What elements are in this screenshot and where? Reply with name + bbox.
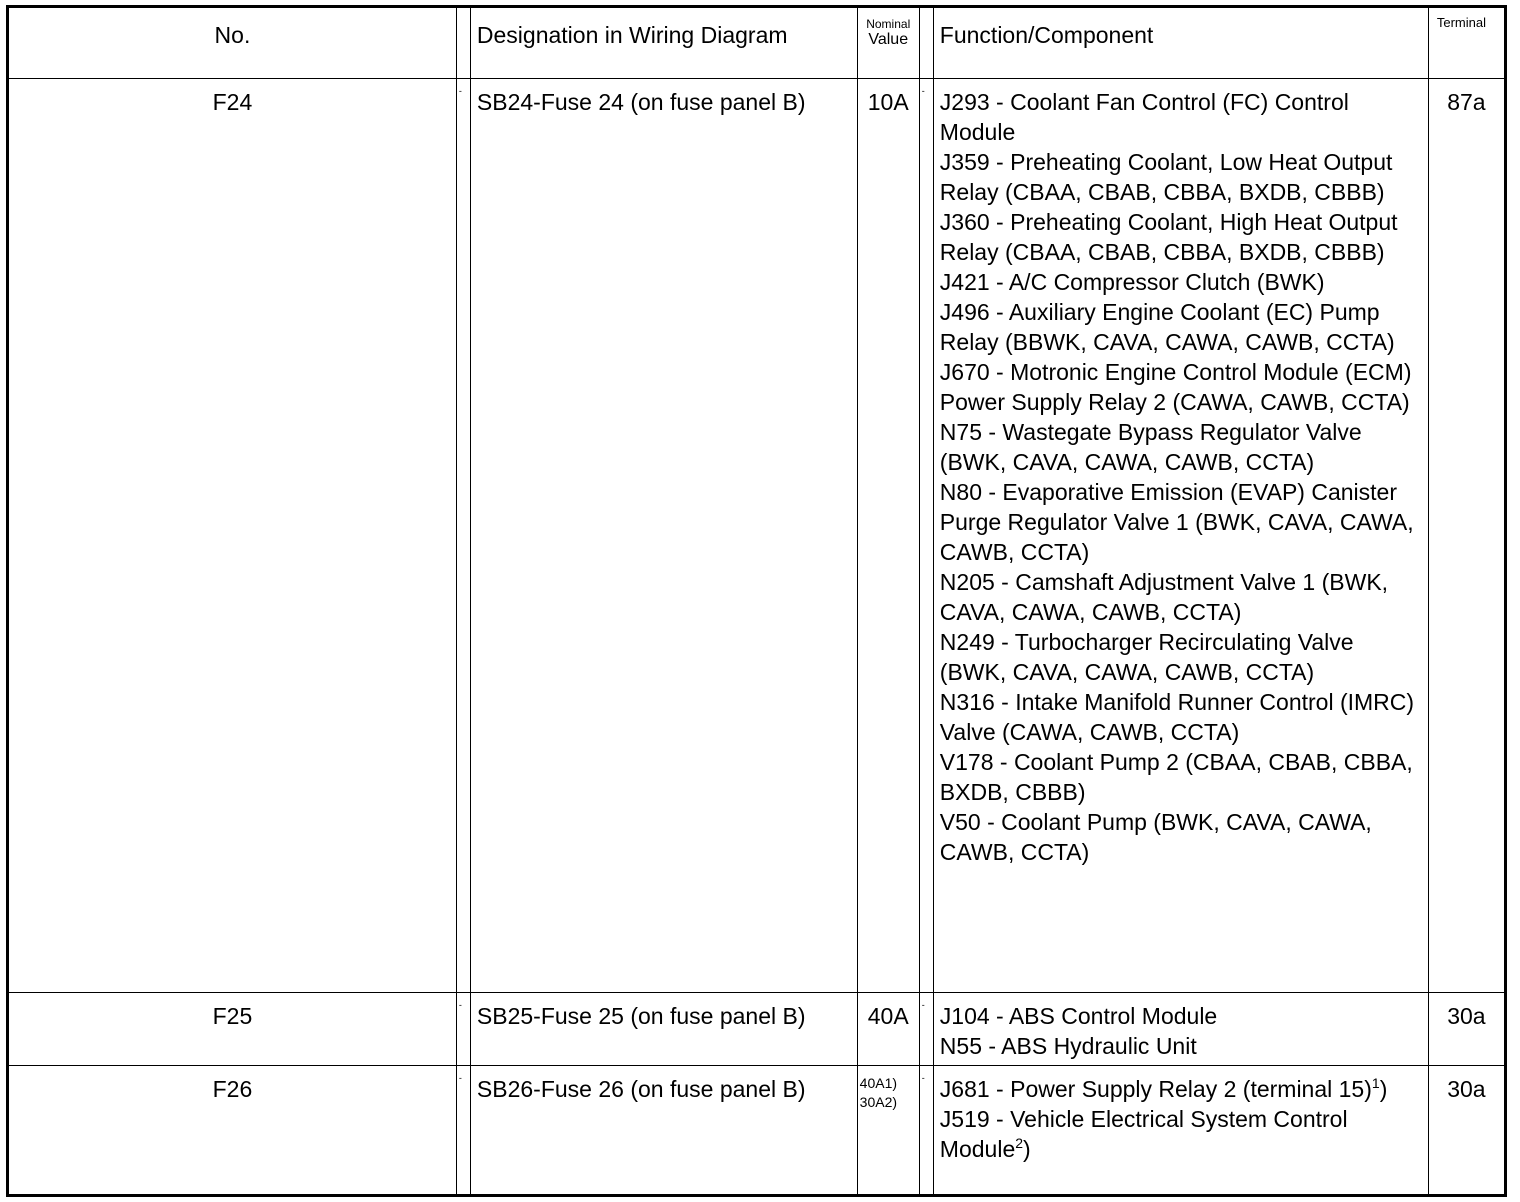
function-item: N75 - Wastegate Bypass Regulator Valve (BWK, CAVA, CAWA, CAWB, CCTA) — [939, 419, 1362, 476]
function-item: V50 - Coolant Pump (BWK, CAVA, CAWA, CAWB, CCTA) — [939, 809, 1372, 866]
designation: SB24-Fuse 24 (on fuse panel B) — [470, 79, 857, 993]
function-item: N80 - Evaporative Emission (EVAP) Canister Purge Regulator Valve 1 (BWK, CAVA, CAWA, CAWB, CCTA) — [939, 479, 1414, 566]
nominal-value-option: $30A^2$) — [859, 1093, 898, 1110]
function-item: J360 - Preheating Coolant, High Heat Output Relay (CBAA, CBAB, CBBA, BXDB, CBBB) — [939, 209, 1398, 266]
designation: SB25-Fuse 25 (on fuse panel B) — [470, 993, 857, 1065]
function-item: V178 - Coolant Pump 2 (CBAA, CBAB, CBBA, BXDB, CBBB) — [939, 749, 1413, 806]
nominal-value — [857, 1065, 919, 1195]
nominal-value: 10A — [857, 79, 919, 993]
header-nominal-line2: Value — [868, 31, 909, 48]
table-row — [8, 993, 1506, 1065]
function-item: J104 - ABS Control Module — [939, 1003, 1218, 1030]
function-item: J670 - Motronic Engine Control Module (ECM) Power Supply Relay 2 (CAWA, CAWB, CCTA) — [939, 359, 1412, 416]
designation: SB26-Fuse 26 (on fuse panel B) — [470, 1065, 857, 1195]
terminal: 30a — [1428, 1065, 1505, 1195]
header-terminal: Terminal — [1428, 7, 1505, 79]
nominal-value: 40A — [857, 993, 919, 1065]
function-list — [933, 1065, 1428, 1195]
header-function: Function/Component — [933, 7, 1428, 79]
fuse-no: F25 — [8, 993, 457, 1065]
row-mark: - — [456, 1065, 470, 1195]
function-item: J293 - Coolant Fan Control (FC) Control Module — [939, 89, 1349, 146]
table-row — [8, 1065, 1506, 1195]
row-mark2: - — [919, 1065, 933, 1195]
nominal-value-option: $40A^1$) — [859, 1074, 898, 1091]
header-nominal-line1: Nominal — [866, 17, 911, 31]
fuse-table — [6, 5, 1507, 1197]
row-mark: - — [456, 993, 470, 1065]
function-item: J681 - Power Supply Relay 2 (terminal 15)$^1$) — [939, 1074, 1388, 1102]
terminal: 87a — [1428, 79, 1505, 993]
function-item: J421 - A/C Compressor Clutch (BWK) — [939, 269, 1325, 296]
table-row — [8, 79, 1506, 993]
terminal: 30a — [1428, 993, 1505, 1065]
function-list — [933, 79, 1428, 993]
header-no: No. — [8, 7, 457, 79]
function-item: N55 - ABS Hydraulic Unit — [939, 1033, 1197, 1060]
row-mark2: - — [919, 993, 933, 1065]
header-nominal-value — [857, 7, 919, 79]
row-mark2: - — [919, 79, 933, 993]
header-mark — [456, 7, 470, 79]
fuse-no: F24 — [8, 79, 457, 993]
function-item: N205 - Camshaft Adjustment Valve 1 (BWK, CAVA, CAWA, CAWB, CCTA) — [939, 569, 1389, 626]
function-item: N316 - Intake Manifold Runner Control (IMRC) Valve (CAWA, CAWB, CCTA) — [939, 689, 1415, 746]
header-designation: Designation in Wiring Diagram — [470, 7, 857, 79]
function-item: J519 - Vehicle Electrical System Control Module$^2$) — [939, 1105, 1348, 1162]
fuse-no: F26 — [8, 1065, 457, 1195]
header-row — [8, 7, 1506, 79]
header-mark2 — [919, 7, 933, 79]
function-list — [933, 993, 1428, 1065]
function-item: J359 - Preheating Coolant, Low Heat Output Relay (CBAA, CBAB, CBBA, BXDB, CBBB) — [939, 149, 1393, 206]
row-mark: - — [456, 79, 470, 993]
function-item: N249 - Turbocharger Recirculating Valve (BWK, CAVA, CAWA, CAWB, CCTA) — [939, 629, 1354, 686]
function-item: J496 - Auxiliary Engine Coolant (EC) Pump Relay (BBWK, CAVA, CAWA, CAWB, CCTA) — [939, 299, 1395, 356]
